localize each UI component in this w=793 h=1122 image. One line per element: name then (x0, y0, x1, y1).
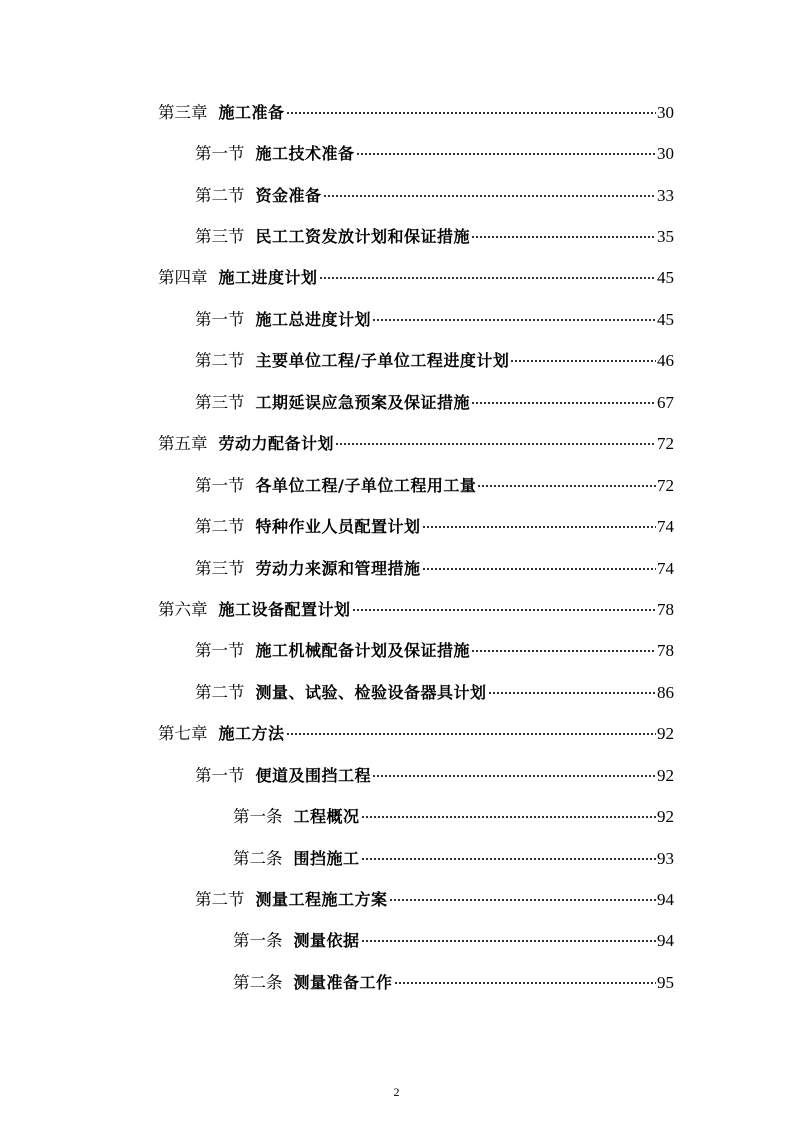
toc-entry[interactable] (0, 631, 793, 672)
toc-entry[interactable] (0, 838, 793, 879)
toc-entry-title: 测量依据 (293, 931, 360, 951)
toc-entry-number: 第四章 (158, 268, 208, 288)
toc-entry-number: 第二条 (233, 972, 283, 992)
toc-entry-number: 第七章 (158, 724, 208, 744)
toc-entry-page: 78 (657, 641, 674, 661)
toc-entry-title: 测量、试验、检验设备器具计划 (255, 682, 487, 702)
toc-entry-page: 94 (657, 931, 674, 951)
toc-entry[interactable] (0, 382, 793, 423)
toc-entry[interactable] (0, 258, 793, 299)
toc-entry[interactable] (0, 962, 793, 1003)
toc-entry[interactable] (0, 299, 793, 340)
toc-entry-number: 第二节 (195, 185, 245, 205)
toc-entry-number: 第六章 (158, 599, 208, 619)
dot-leader (471, 401, 656, 405)
toc-entry-page: 92 (657, 765, 674, 785)
toc-entry-page: 72 (657, 434, 674, 454)
dot-leader (389, 898, 656, 902)
toc-entry[interactable] (0, 216, 793, 257)
dot-leader (286, 111, 656, 115)
toc-entry[interactable] (0, 672, 793, 713)
toc-entry-page: 78 (657, 599, 674, 619)
toc-entry-page: 45 (657, 309, 674, 329)
toc-entry-title: 围挡施工 (293, 848, 360, 868)
toc-entry-title: 劳动力配备计划 (218, 434, 335, 454)
toc-entry-title: 施工机械配备计划及保证措施 (255, 641, 471, 661)
dot-leader (286, 732, 656, 736)
toc-entry-page: 30 (657, 144, 674, 164)
toc-entry-number: 第一节 (195, 475, 245, 495)
toc-entry-title: 施工技术准备 (255, 144, 355, 164)
page-number: 2 (393, 1085, 400, 1099)
toc-entry-title: 特种作业人员配置计划 (255, 517, 421, 537)
toc-entry-number: 第一条 (233, 807, 283, 827)
dot-leader (361, 815, 656, 819)
toc-entry[interactable] (0, 424, 793, 465)
toc-entry-page: 92 (657, 807, 674, 827)
toc-entry-page: 33 (657, 185, 674, 205)
toc-entry[interactable] (0, 341, 793, 382)
toc-entry-page: 67 (657, 392, 674, 412)
dot-leader (510, 359, 656, 363)
toc-entry-number: 第三章 (158, 102, 208, 122)
dot-leader (422, 567, 656, 571)
toc-entry-page: 45 (657, 268, 674, 288)
toc-entry-title: 施工设备配置计划 (218, 599, 351, 619)
toc-entry[interactable] (0, 548, 793, 589)
toc-entry[interactable] (0, 175, 793, 216)
dot-leader (422, 525, 656, 529)
dot-leader (352, 608, 656, 612)
toc-entry-page: 46 (657, 351, 674, 371)
dot-leader (488, 691, 656, 695)
toc-entry-page: 92 (657, 724, 674, 744)
toc-entry-title: 劳动力来源和管理措施 (255, 558, 421, 578)
toc-entry-page: 74 (657, 558, 674, 578)
toc-entry[interactable] (0, 133, 793, 174)
toc-entry-page: 94 (657, 890, 674, 910)
dot-leader (471, 649, 656, 653)
toc-entry-number: 第二条 (233, 848, 283, 868)
toc-entry-title: 民工工资发放计划和保证措施 (255, 227, 471, 247)
toc-entry-number: 第三节 (195, 392, 245, 412)
dot-leader (471, 235, 656, 239)
toc-entry[interactable] (0, 92, 793, 133)
toc-entry-title: 施工方法 (218, 724, 285, 744)
dot-leader (372, 774, 656, 778)
toc-entry-number: 第三节 (195, 227, 245, 247)
toc-entry-number: 第三节 (195, 558, 245, 578)
dot-leader (394, 981, 656, 985)
toc-entry-number: 第一节 (195, 309, 245, 329)
toc-entry-page: 93 (657, 848, 674, 868)
toc-entry-title: 资金准备 (255, 185, 322, 205)
dot-leader (361, 939, 656, 943)
toc-entry-title: 测量准备工作 (293, 972, 393, 992)
toc-entry[interactable] (0, 921, 793, 962)
dot-leader (372, 318, 656, 322)
dot-leader (361, 857, 656, 861)
toc-entry-page: 74 (657, 517, 674, 537)
table-of-contents (0, 92, 793, 1004)
toc-entry[interactable] (0, 755, 793, 796)
toc-entry-title: 工程概况 (293, 807, 360, 827)
toc-entry-number: 第二节 (195, 351, 245, 371)
dot-leader (356, 152, 656, 156)
toc-entry-number: 第二节 (195, 890, 245, 910)
dot-leader (477, 484, 656, 488)
toc-entry[interactable] (0, 879, 793, 920)
toc-entry-title: 各单位工程/子单位工程用工量 (255, 475, 477, 495)
toc-entry-title: 工期延误应急预案及保证措施 (255, 392, 471, 412)
toc-entry-title: 施工进度计划 (218, 268, 318, 288)
toc-entry-number: 第一条 (233, 931, 283, 951)
dot-leader (323, 194, 656, 198)
toc-entry-title: 施工总进度计划 (255, 309, 372, 329)
toc-entry-number: 第二节 (195, 517, 245, 537)
toc-entry[interactable] (0, 589, 793, 630)
dot-leader (335, 442, 656, 446)
toc-entry-number: 第一节 (195, 641, 245, 661)
toc-entry[interactable] (0, 506, 793, 547)
toc-entry-title: 便道及围挡工程 (255, 765, 372, 785)
toc-entry-number: 第二节 (195, 682, 245, 702)
toc-entry[interactable] (0, 714, 793, 755)
toc-entry[interactable] (0, 796, 793, 837)
toc-entry[interactable] (0, 465, 793, 506)
toc-entry-number: 第一节 (195, 765, 245, 785)
toc-entry-number: 第五章 (158, 434, 208, 454)
toc-entry-title: 施工准备 (218, 102, 285, 122)
toc-entry-page: 30 (657, 102, 674, 122)
toc-entry-page: 35 (657, 227, 674, 247)
toc-entry-page: 72 (657, 475, 674, 495)
toc-entry-title: 主要单位工程/子单位工程进度计划 (255, 351, 510, 371)
toc-entry-page: 95 (657, 972, 674, 992)
toc-entry-number: 第一节 (195, 144, 245, 164)
toc-entry-page: 86 (657, 682, 674, 702)
toc-entry-title: 测量工程施工方案 (255, 890, 388, 910)
dot-leader (319, 276, 656, 280)
